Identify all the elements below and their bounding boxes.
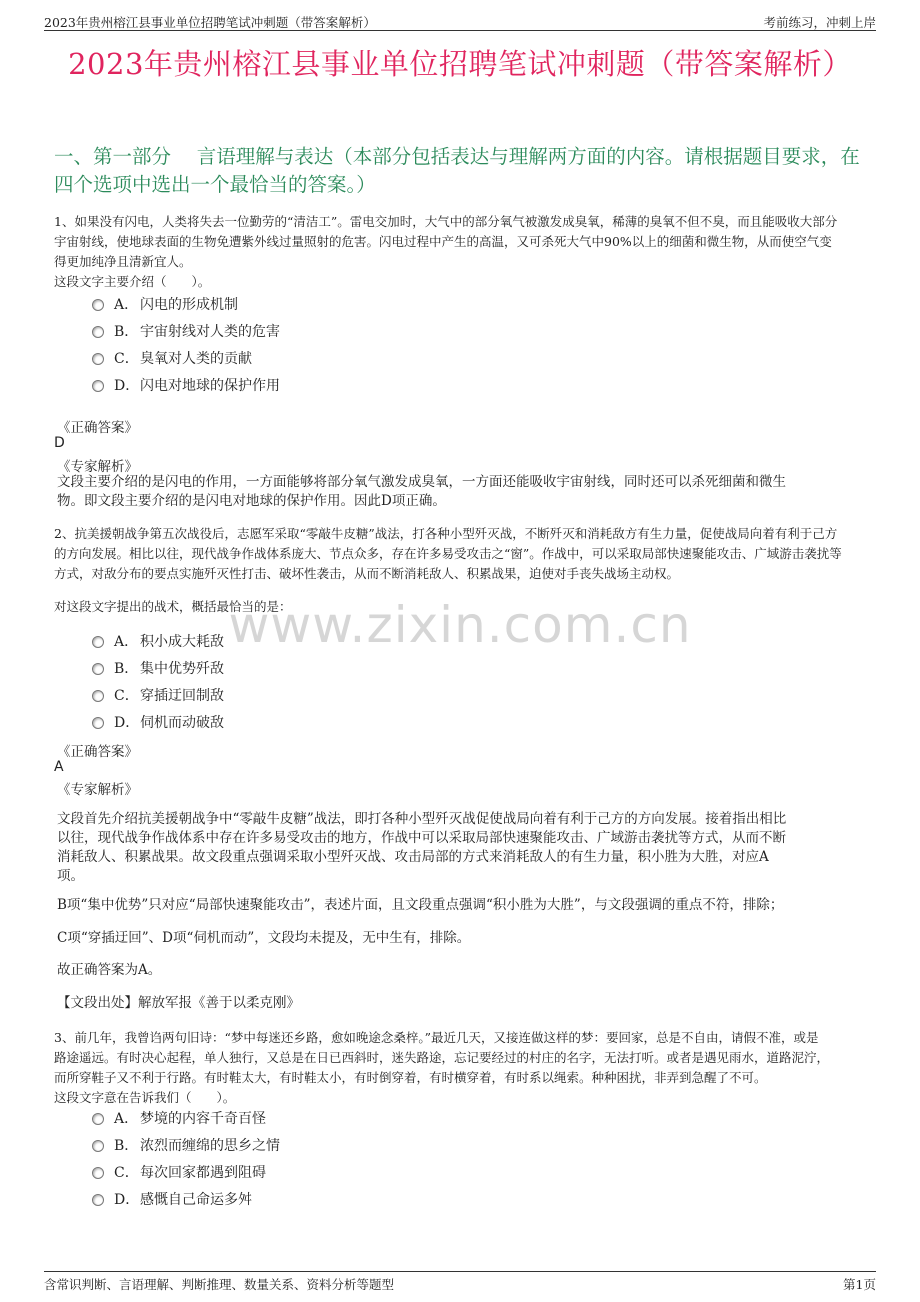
option-letter: D． — [114, 378, 140, 394]
option-letter: C． — [114, 351, 139, 367]
analysis-line: 文段主要介绍的是闪电的作用，一方面能够将部分氧气激发成臭氧，一方面还能吸收宇宙射线，同时还可以杀死细菌和微生 — [57, 474, 786, 490]
question-1-line: 得更加纯净且清新宜人。 — [54, 254, 192, 269]
option-text: 感慨自己命运多舛 — [140, 1192, 252, 1208]
page-title: 2023年贵州榕江县事业单位招聘笔试冲刺题（带答案解析） — [68, 47, 852, 81]
question-1-stem: 这段文字主要介绍（ ）。 — [54, 274, 211, 289]
question-3-stem: 这段文字意在告诉我们（ ）。 — [54, 1090, 236, 1105]
radio-icon[interactable] — [92, 1140, 104, 1152]
q1-answer: D — [54, 435, 65, 451]
header-title: 2023年贵州榕江县事业单位招聘笔试冲刺题（带答案解析） — [44, 15, 376, 30]
q3-option-a[interactable] — [92, 1108, 266, 1128]
q2-analysis-label: 《专家解析》 — [57, 782, 138, 798]
option-letter: C． — [114, 1165, 139, 1181]
q2-analysis-b: B项“集中优势”只对应“局部快速聚能攻击”，表述片面，且文段重点强调“积小胜为大胜”，与文段强调的重点不符，排除； — [57, 897, 784, 913]
analysis-line: 项。 — [57, 868, 84, 884]
option-text: 浓烈而缠绵的思乡之情 — [140, 1138, 280, 1154]
question-2-text — [54, 524, 866, 584]
question-3-line: 路途遥远。有时决心起程，单人独行，又总是在日已西斜时，迷失路途，忘记要经过的村庄的名字，无法打听。或者是遇见雨水，道路泥泞， — [54, 1050, 830, 1065]
q2-option-b[interactable] — [92, 658, 224, 678]
radio-icon[interactable] — [92, 690, 104, 702]
q2-analysis-c: C项“穿插迂回”、D项“伺机而动”，文段均未提及，无中生有，排除。 — [57, 930, 471, 946]
watermark: www.zixin.com.cn — [228, 596, 692, 654]
page-footer — [44, 1271, 876, 1292]
q1-analysis — [57, 473, 863, 511]
q3-option-b[interactable] — [92, 1135, 280, 1155]
option-text: 穿插迂回制敌 — [140, 688, 224, 704]
option-letter: B． — [114, 661, 139, 677]
question-3-text — [54, 1028, 866, 1088]
question-3-line: 3、前几年，我曾诌两句旧诗：“梦中每迷还乡路，愈如晚途念桑梓。”最近几天，又接连做这样的梦：要回家，总是不自由，请假不准，或是 — [54, 1030, 819, 1045]
option-letter: A． — [114, 297, 139, 313]
radio-icon[interactable] — [92, 299, 104, 311]
radio-icon[interactable] — [92, 636, 104, 648]
footer-note: 含常识判断、言语理解、判断推理、数量关系、资料分析等题型 — [44, 1277, 395, 1292]
q3-option-d[interactable] — [92, 1189, 252, 1209]
option-text: 每次回家都遇到阻碍 — [140, 1165, 266, 1181]
q2-analysis — [57, 810, 863, 886]
radio-icon[interactable] — [92, 326, 104, 338]
q1-analysis-label: 《专家解析》 — [57, 459, 138, 475]
section-heading: 一、第一部分 言语理解与表达（本部分包括表达与理解两方面的内容。请根据题目要求，在四个选项中选出一个最恰当的答案。） — [54, 145, 860, 196]
option-letter: D． — [114, 1192, 140, 1208]
q1-option-b[interactable] — [92, 321, 280, 341]
radio-icon[interactable] — [92, 380, 104, 392]
q2-analysis-end: 故正确答案为A。 — [57, 962, 162, 978]
radio-icon[interactable] — [92, 663, 104, 675]
question-1-line: 1、如果没有闪电，人类将失去一位勤劳的“清洁工”。雷电交加时，大气中的部分氧气被激发成臭氧，稀薄的臭氧不但不臭，而且能吸收大部分 — [54, 214, 838, 229]
q3-option-c[interactable] — [92, 1162, 266, 1182]
radio-icon[interactable] — [92, 1194, 104, 1206]
analysis-line: 物。即文段主要介绍的是闪电对地球的保护作用。因此D项正确。 — [57, 493, 446, 509]
q2-option-d[interactable] — [92, 712, 224, 732]
question-1-line: 宇宙射线，使地球表面的生物免遭紫外线过量照射的危害。闪电过程中产生的高温，又可杀死大气中90%以上的细菌和微生物，从而使空气变 — [54, 234, 832, 249]
analysis-line: 以往，现代战争作战体系中存在许多易受攻击的地方，作战中可以采取局部快速聚能攻击、广域游击袭扰等方式，从而不断 — [57, 830, 786, 846]
q1-answer-label: 《正确答案》 — [57, 420, 138, 436]
option-letter: A． — [114, 634, 139, 650]
option-text: 宇宙射线对人类的危害 — [140, 324, 280, 340]
question-3-line: 而所穿鞋子又不利于行路。有时鞋太大，有时鞋太小，有时倒穿着，有时横穿着，有时系以绳索。种种困扰，非弄到急醒了不可。 — [54, 1070, 767, 1085]
option-text: 闪电的形成机制 — [140, 297, 238, 313]
option-letter: C． — [114, 688, 139, 704]
option-letter: B． — [114, 1138, 139, 1154]
q2-option-a[interactable] — [92, 631, 224, 651]
q1-option-d[interactable] — [92, 375, 280, 395]
radio-icon[interactable] — [92, 1167, 104, 1179]
radio-icon[interactable] — [92, 1113, 104, 1125]
question-2-stem: 对这段文字提出的战术，概括最恰当的是： — [54, 599, 292, 614]
question-1-text — [54, 212, 866, 272]
question-2-line: 方式，对敌分布的要点实施歼灭性打击、破坏性袭击，从而不断消耗敌人、积累战果，迫使对手丧失战场主动权。 — [54, 566, 680, 581]
analysis-line: 消耗敌人、积累战果。故文段重点强调采取小型歼灭战、攻击局部的方式来消耗敌人的有生力量，积小胜为大胜，对应A — [57, 849, 769, 865]
header-slogan: 考前练习，冲刺上岸 — [763, 15, 876, 30]
option-text: 闪电对地球的保护作用 — [140, 378, 280, 394]
option-text: 集中优势歼敌 — [140, 661, 224, 677]
q2-answer: A — [54, 759, 64, 775]
question-2-line: 的方向发展。相比以往，现代战争作战体系庞大、节点众多，存在许多易受攻击之“窗”。作战中，可以采取局部快速聚能攻击、广域游击袭扰等 — [54, 546, 842, 561]
radio-icon[interactable] — [92, 353, 104, 365]
option-text: 积小成大耗敌 — [140, 634, 224, 650]
q2-source: 【文段出处】解放军报《善于以柔克刚》 — [57, 995, 300, 1011]
question-2-line: 2、抗美援朝战争第五次战役后，志愿军采取“零敲牛皮糖”战法，打各种小型歼灭战，不断歼灭和消耗敌方有生力量，促使战局向着有利于己方 — [54, 526, 838, 541]
q1-option-a[interactable] — [92, 294, 238, 314]
analysis-line: 文段首先介绍抗美援朝战争中“零敲牛皮糖”战法，即打各种小型歼灭战促使战局向着有利于己方的方向发展。接着指出相比 — [57, 811, 787, 827]
q2-option-c[interactable] — [92, 685, 224, 705]
option-letter: A． — [114, 1111, 139, 1127]
option-text: 臭氧对人类的贡献 — [140, 351, 252, 367]
option-text: 梦境的内容千奇百怪 — [140, 1111, 266, 1127]
q1-option-c[interactable] — [92, 348, 252, 368]
page-header — [44, 10, 876, 31]
option-letter: B． — [114, 324, 139, 340]
q2-answer-label: 《正确答案》 — [57, 744, 138, 760]
radio-icon[interactable] — [92, 717, 104, 729]
option-letter: D． — [114, 715, 140, 731]
page-number: 第1页 — [843, 1277, 876, 1292]
option-text: 伺机而动破敌 — [140, 715, 224, 731]
